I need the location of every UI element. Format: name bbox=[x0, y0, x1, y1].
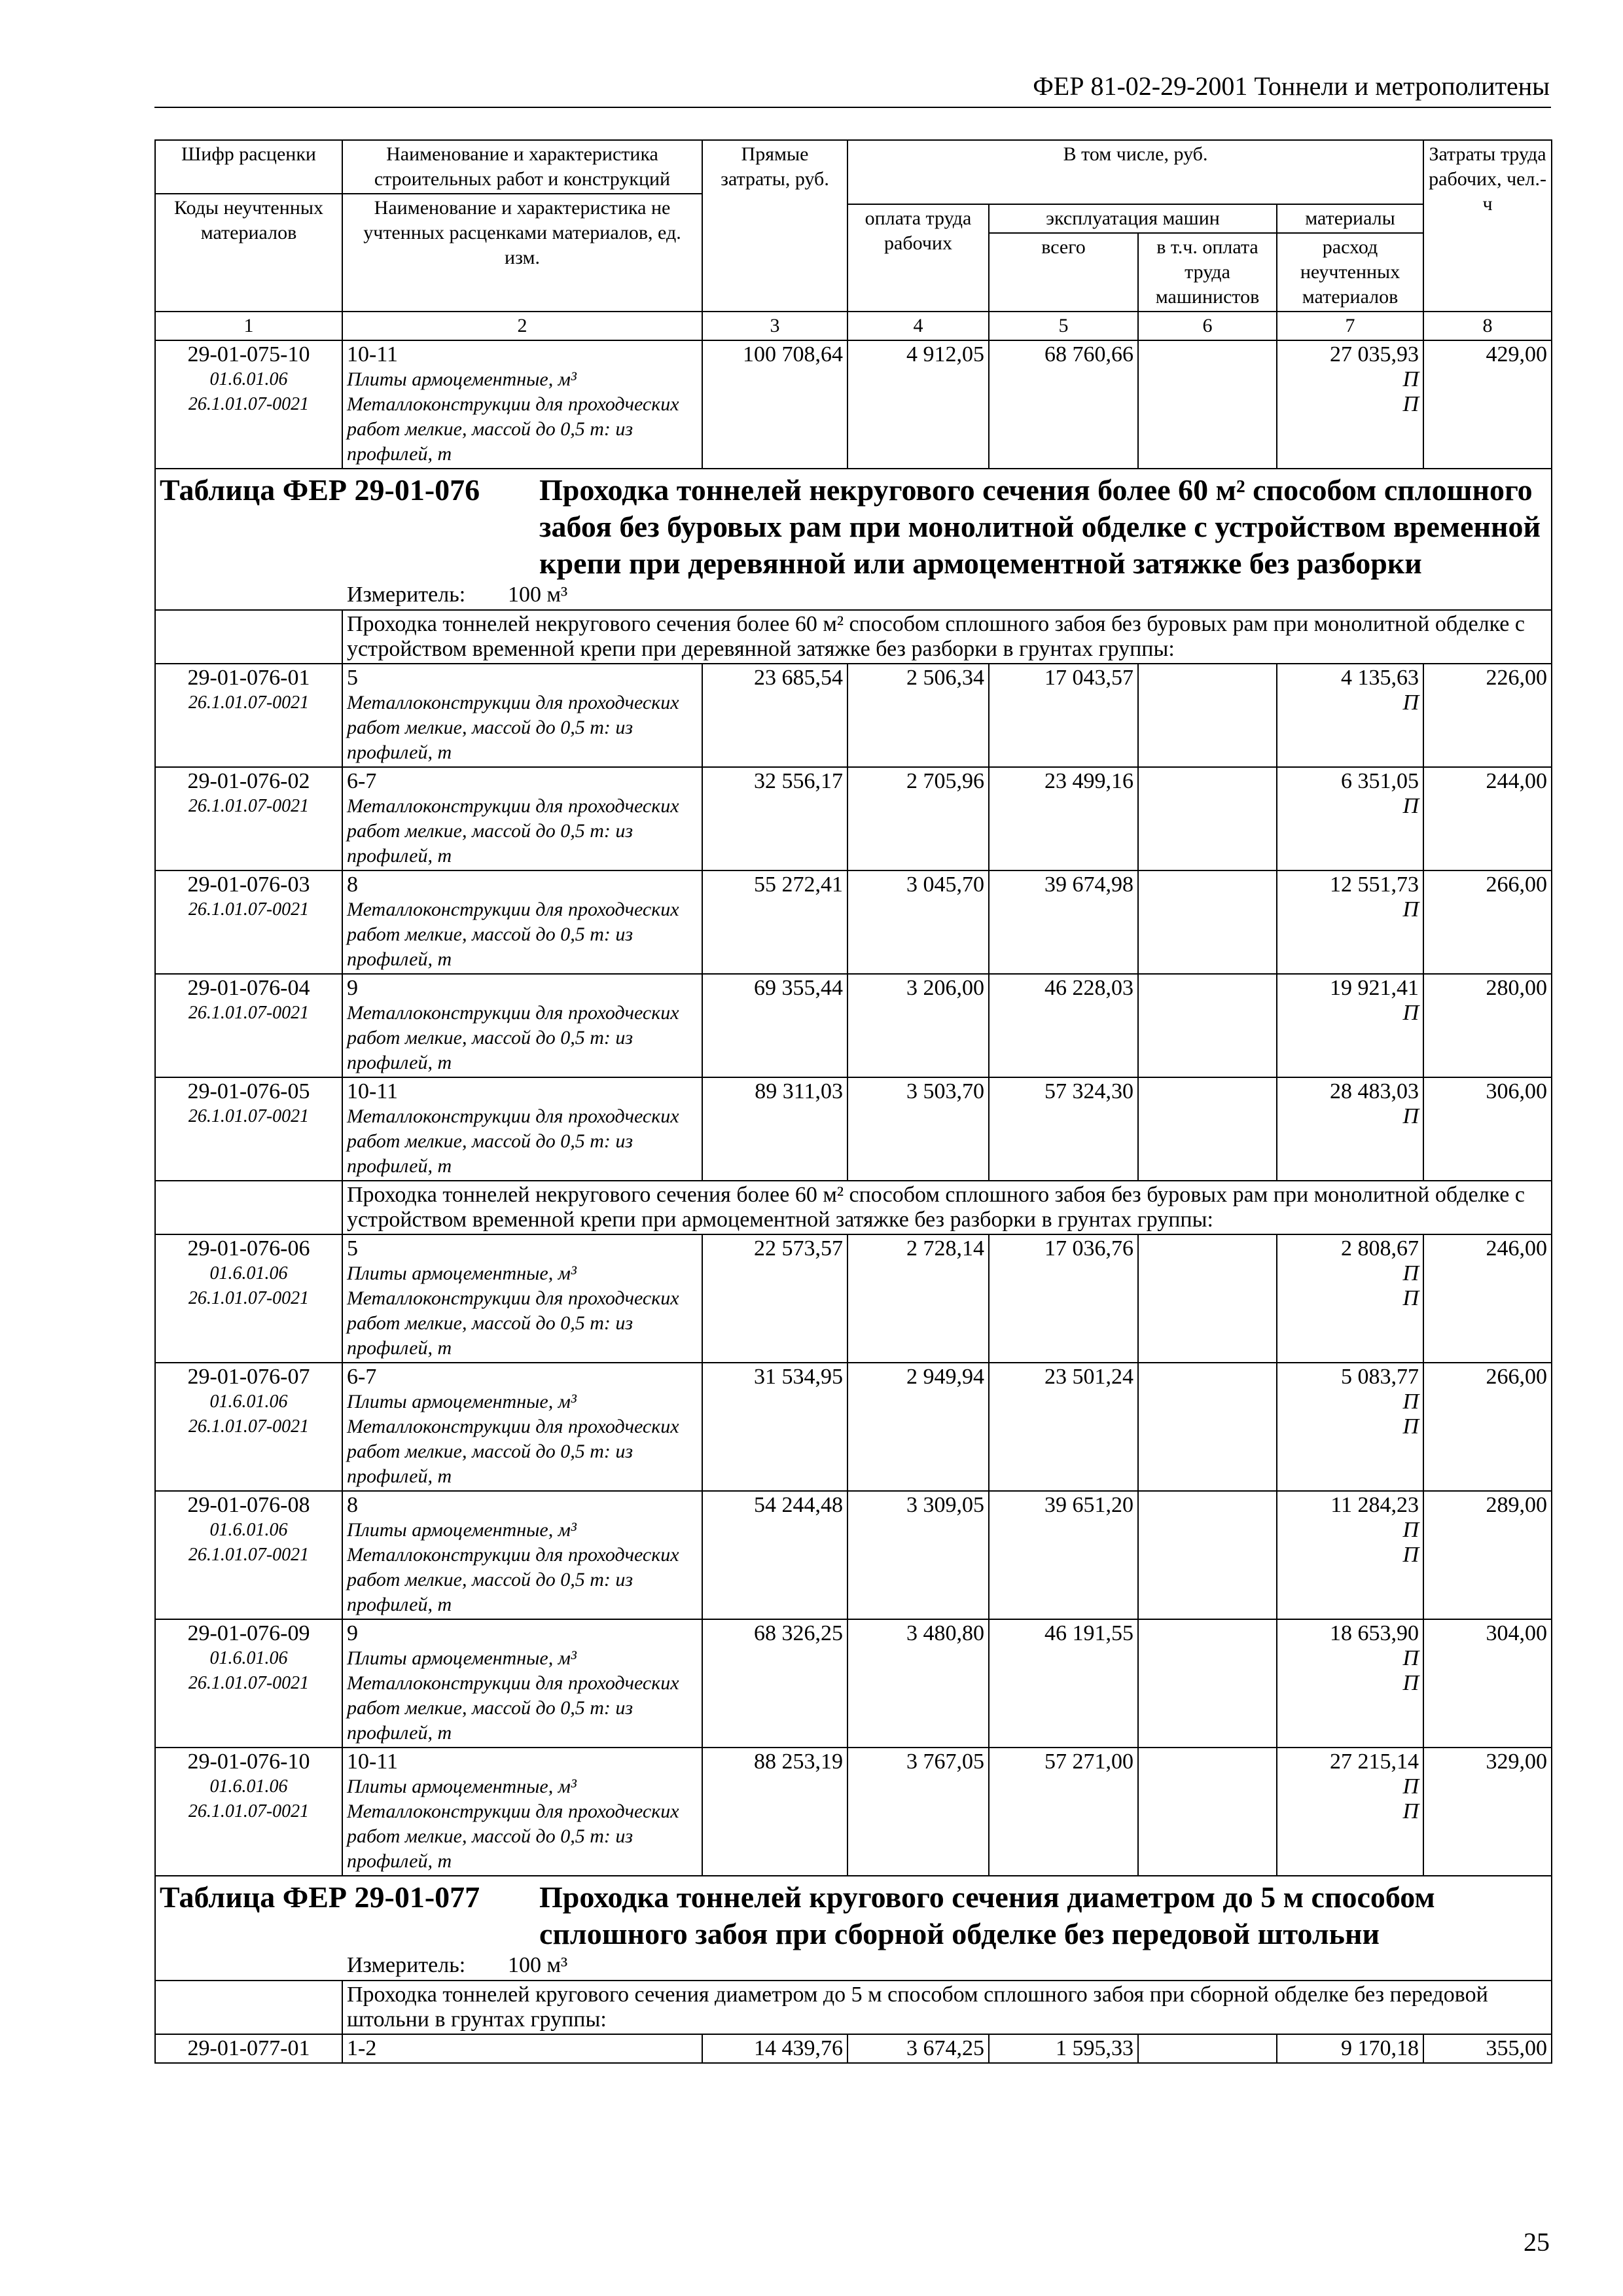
material-mark: П bbox=[1402, 1518, 1419, 1542]
rate-code: 29-01-075-10 bbox=[187, 342, 310, 367]
document-header-title: ФЕР 81-02-29-2001 Тоннели и метрополитены bbox=[1033, 71, 1550, 101]
material-mark: П bbox=[1402, 1104, 1419, 1128]
work-name: 9 bbox=[347, 976, 358, 1000]
material-code: 26.1.01.07-0021 bbox=[188, 1801, 310, 1821]
material-name: Металлоконструкции для проходческих работ мелкие, массой до 0,5 т: из профилей, т bbox=[347, 1002, 679, 1073]
direct-cost: 31 534,95 bbox=[702, 1363, 847, 1491]
group-caption: Проходка тоннелей некругового сечения более 60 м² способом сплошного забоя без буровых рам при монолитной обделке с устройством временной крепи при деревянной затяжке без разборки в грунтах группы: bbox=[342, 610, 1552, 664]
machine-cost: 39 674,98 bbox=[989, 870, 1138, 974]
table-row bbox=[155, 340, 1552, 469]
material-cost: 12 551,73 bbox=[1330, 872, 1419, 897]
direct-cost: 32 556,17 bbox=[702, 767, 847, 870]
machine-cost: 17 036,76 bbox=[989, 1234, 1138, 1363]
table-title: Проходка тоннелей некругового сечения более 60 м² способом сплошного забоя без буровых рам при монолитной обделке с устройством временной крепи при деревянной или армоцементной затяжке без разборки bbox=[539, 473, 1541, 580]
labor-cost: 3 206,00 bbox=[847, 974, 989, 1077]
material-mark: П bbox=[1402, 691, 1419, 715]
operator-cost bbox=[1138, 974, 1277, 1077]
material-mark: П bbox=[1402, 1671, 1419, 1695]
work-name: 10-11 bbox=[347, 342, 399, 367]
table-label: Таблица ФЕР 29-01-076 bbox=[160, 473, 480, 507]
labor-cost: 3 767,05 bbox=[847, 1748, 989, 1876]
material-cost: 11 284,23 bbox=[1330, 1493, 1419, 1517]
material-name: Плиты армоцементные, м³ bbox=[347, 1519, 577, 1541]
operator-cost bbox=[1138, 1363, 1277, 1491]
measure-label: Измеритель: bbox=[347, 1953, 466, 1977]
machine-cost: 23 501,24 bbox=[989, 1363, 1138, 1491]
work-name: 5 bbox=[347, 666, 358, 690]
operator-cost bbox=[1138, 340, 1277, 469]
material-mark: П bbox=[1402, 1001, 1419, 1025]
operator-cost bbox=[1138, 1491, 1277, 1619]
col-number: 5 bbox=[989, 312, 1138, 340]
material-code: 01.6.01.06 bbox=[209, 369, 288, 389]
material-name: Металлоконструкции для проходческих работ мелкие, массой до 0,5 т: из профилей, т bbox=[347, 1287, 679, 1359]
table-row bbox=[155, 1363, 1552, 1491]
labor-hours: 306,00 bbox=[1423, 1077, 1552, 1181]
operator-cost bbox=[1138, 2034, 1277, 2063]
material-code: 01.6.01.06 bbox=[209, 1263, 288, 1283]
direct-cost: 89 311,03 bbox=[702, 1077, 847, 1181]
material-cost: 18 653,90 bbox=[1330, 1621, 1419, 1645]
labor-hours: 280,00 bbox=[1423, 974, 1552, 1077]
material-mark: П bbox=[1402, 392, 1419, 416]
work-name: 10-11 bbox=[347, 1079, 399, 1103]
labor-cost: 2 728,14 bbox=[847, 1234, 989, 1363]
material-mark: П bbox=[1402, 1414, 1419, 1439]
operator-cost bbox=[1138, 870, 1277, 974]
machine-cost: 1 595,33 bbox=[989, 2034, 1138, 2063]
table-label: Таблица ФЕР 29-01-077 bbox=[160, 1880, 480, 1914]
rate-code: 29-01-077-01 bbox=[155, 2034, 342, 2063]
table-row bbox=[155, 870, 1552, 974]
measure-value: 100 м³ bbox=[508, 1953, 568, 1977]
material-mark: П bbox=[1402, 1646, 1419, 1670]
rate-code: 29-01-076-03 bbox=[187, 872, 310, 897]
labor-cost: 3 480,80 bbox=[847, 1619, 989, 1748]
col1-header-bottom: Коды неучтенных материалов bbox=[155, 194, 342, 312]
material-code: 26.1.01.07-0021 bbox=[188, 899, 310, 920]
material-cost: 9 170,18 bbox=[1277, 2034, 1423, 2063]
col-number: 3 bbox=[702, 312, 847, 340]
direct-cost: 88 253,19 bbox=[702, 1748, 847, 1876]
material-code: 26.1.01.07-0021 bbox=[188, 796, 310, 816]
header-divider bbox=[154, 107, 1551, 108]
material-mark: П bbox=[1402, 1261, 1419, 1285]
incl-header: В том числе, руб. bbox=[847, 140, 1423, 204]
material-cost: 27 215,14 bbox=[1330, 1749, 1419, 1774]
table-row bbox=[155, 1077, 1552, 1181]
labor-hours: 266,00 bbox=[1423, 870, 1552, 974]
material-cost: 2 808,67 bbox=[1341, 1236, 1419, 1261]
machines-header: эксплуатация машин bbox=[989, 204, 1277, 233]
labor-cost: 4 912,05 bbox=[847, 340, 989, 469]
material-name: Плиты армоцементные, м³ bbox=[347, 1263, 577, 1284]
materials-header: материалы bbox=[1277, 204, 1423, 233]
material-code: 26.1.01.07-0021 bbox=[188, 1003, 310, 1023]
work-name: 6-7 bbox=[347, 1365, 377, 1389]
material-name: Плиты армоцементные, м³ bbox=[347, 368, 577, 390]
col6-header: в т.ч. оплата труда машинистов bbox=[1138, 233, 1277, 312]
labor-hours: 266,00 bbox=[1423, 1363, 1552, 1491]
material-code: 26.1.01.07-0021 bbox=[188, 394, 310, 414]
operator-cost bbox=[1138, 1077, 1277, 1181]
material-mark: П bbox=[1402, 1286, 1419, 1310]
material-name: Металлоконструкции для проходческих работ мелкие, массой до 0,5 т: из профилей, т bbox=[347, 1801, 679, 1872]
labor-hours: 429,00 bbox=[1423, 340, 1552, 469]
machine-cost: 17 043,57 bbox=[989, 664, 1138, 767]
material-code: 01.6.01.06 bbox=[209, 1648, 288, 1668]
material-name: Плиты армоцементные, м³ bbox=[347, 1391, 577, 1412]
rate-code: 29-01-076-04 bbox=[187, 976, 310, 1000]
labor-hours: 226,00 bbox=[1423, 664, 1552, 767]
work-name: 5 bbox=[347, 1236, 358, 1261]
material-name: Металлоконструкции для проходческих работ мелкие, массой до 0,5 т: из профилей, т bbox=[347, 1105, 679, 1177]
material-cost: 28 483,03 bbox=[1330, 1079, 1419, 1103]
operator-cost bbox=[1138, 1619, 1277, 1748]
material-code: 26.1.01.07-0021 bbox=[188, 1106, 310, 1126]
material-code: 26.1.01.07-0021 bbox=[188, 692, 310, 713]
col-number: 8 bbox=[1423, 312, 1552, 340]
col-number: 1 bbox=[155, 312, 342, 340]
col-number: 7 bbox=[1277, 312, 1423, 340]
material-mark: П bbox=[1402, 1774, 1419, 1799]
table-row bbox=[155, 1491, 1552, 1619]
rate-code: 29-01-076-05 bbox=[187, 1079, 310, 1103]
col4-header: оплата труда рабочих bbox=[847, 204, 989, 312]
table-row bbox=[155, 1234, 1552, 1363]
rate-code: 29-01-076-01 bbox=[187, 666, 310, 690]
direct-cost: 55 272,41 bbox=[702, 870, 847, 974]
table-row bbox=[155, 2034, 1552, 2063]
table-row bbox=[155, 1748, 1552, 1876]
table-row bbox=[155, 974, 1552, 1077]
material-cost: 4 135,63 bbox=[1341, 666, 1419, 690]
material-mark: П bbox=[1402, 794, 1419, 818]
rate-code: 29-01-076-02 bbox=[187, 769, 310, 793]
col1-header-top: Шифр расценки bbox=[155, 140, 342, 194]
material-name: Металлоконструкции для проходческих работ мелкие, массой до 0,5 т: из профилей, т bbox=[347, 1544, 679, 1615]
machine-cost: 46 228,03 bbox=[989, 974, 1138, 1077]
material-cost: 19 921,41 bbox=[1330, 976, 1419, 1000]
group-caption: Проходка тоннелей некругового сечения более 60 м² способом сплошного забоя без буровых рам при монолитной обделке с устройством временной крепи при армоцементной затяжке без разборки в грунтах группы: bbox=[342, 1181, 1552, 1234]
work-name: 9 bbox=[347, 1621, 358, 1645]
col-number: 2 bbox=[342, 312, 702, 340]
machine-cost: 57 324,30 bbox=[989, 1077, 1138, 1181]
labor-hours: 329,00 bbox=[1423, 1748, 1552, 1876]
labor-cost: 3 045,70 bbox=[847, 870, 989, 974]
machine-cost: 57 271,00 bbox=[989, 1748, 1138, 1876]
material-code: 26.1.01.07-0021 bbox=[188, 1288, 310, 1308]
table-title: Проходка тоннелей кругового сечения диаметром до 5 м способом сплошного забоя при сборной обделке без передовой штольни bbox=[539, 1880, 1435, 1950]
material-name: Металлоконструкции для проходческих работ мелкие, массой до 0,5 т: из профилей, т bbox=[347, 692, 679, 763]
operator-cost bbox=[1138, 1234, 1277, 1363]
table-row bbox=[155, 664, 1552, 767]
material-mark: П bbox=[1402, 897, 1419, 922]
labor-cost: 3 503,70 bbox=[847, 1077, 989, 1181]
labor-hours: 304,00 bbox=[1423, 1619, 1552, 1748]
labor-hours: 244,00 bbox=[1423, 767, 1552, 870]
material-code: 26.1.01.07-0021 bbox=[188, 1673, 310, 1693]
col7-header: расход неучтенных материалов bbox=[1277, 233, 1423, 312]
material-mark: П bbox=[1402, 1543, 1419, 1567]
material-name: Металлоконструкции для проходческих работ мелкие, массой до 0,5 т: из профилей, т bbox=[347, 899, 679, 970]
col-number: 6 bbox=[1138, 312, 1277, 340]
rate-code: 29-01-076-09 bbox=[187, 1621, 310, 1645]
operator-cost bbox=[1138, 767, 1277, 870]
col2-header-top: Наименование и характеристика строительных работ и конструкций bbox=[342, 140, 702, 194]
material-code: 01.6.01.06 bbox=[209, 1776, 288, 1797]
direct-cost: 14 439,76 bbox=[702, 2034, 847, 2063]
work-name: 8 bbox=[347, 1493, 358, 1517]
direct-cost: 23 685,54 bbox=[702, 664, 847, 767]
measure-value: 100 м³ bbox=[508, 583, 568, 607]
group-caption: Проходка тоннелей кругового сечения диаметром до 5 м способом сплошного забоя при сборной обделке без передовой штольни в грунтах группы: bbox=[342, 1981, 1552, 2034]
material-code: 01.6.01.06 bbox=[209, 1391, 288, 1412]
rate-code: 29-01-076-10 bbox=[187, 1749, 310, 1774]
material-cost: 27 035,93 bbox=[1330, 342, 1419, 367]
material-code: 26.1.01.07-0021 bbox=[188, 1545, 310, 1565]
col-number: 4 bbox=[847, 312, 989, 340]
rate-code: 29-01-076-08 bbox=[187, 1493, 310, 1517]
material-code: 26.1.01.07-0021 bbox=[188, 1416, 310, 1437]
material-cost: 6 351,05 bbox=[1341, 769, 1419, 793]
measure-label: Измеритель: bbox=[347, 583, 466, 607]
material-cost: 5 083,77 bbox=[1341, 1365, 1419, 1389]
labor-hours: 246,00 bbox=[1423, 1234, 1552, 1363]
col3-header: Прямые затраты, руб. bbox=[702, 140, 847, 312]
work-name: 6-7 bbox=[347, 769, 377, 793]
direct-cost: 100 708,64 bbox=[702, 340, 847, 469]
rate-code: 29-01-076-06 bbox=[187, 1236, 310, 1261]
col8-header: Затраты труда рабочих, чел.-ч bbox=[1423, 140, 1552, 312]
material-name: Металлоконструкции для проходческих работ мелкие, массой до 0,5 т: из профилей, т bbox=[347, 795, 679, 867]
machine-cost: 68 760,66 bbox=[989, 340, 1138, 469]
rate-code: 29-01-076-07 bbox=[187, 1365, 310, 1389]
operator-cost bbox=[1138, 664, 1277, 767]
labor-cost: 2 949,94 bbox=[847, 1363, 989, 1491]
direct-cost: 22 573,57 bbox=[702, 1234, 847, 1363]
material-name: Металлоконструкции для проходческих работ мелкие, массой до 0,5 т: из профилей, т bbox=[347, 1416, 679, 1487]
work-name: 8 bbox=[347, 872, 358, 897]
labor-hours: 355,00 bbox=[1423, 2034, 1552, 2063]
direct-cost: 54 244,48 bbox=[702, 1491, 847, 1619]
material-name: Плиты армоцементные, м³ bbox=[347, 1647, 577, 1669]
material-mark: П bbox=[1402, 367, 1419, 391]
machine-cost: 46 191,55 bbox=[989, 1619, 1138, 1748]
material-name: Плиты армоцементные, м³ bbox=[347, 1776, 577, 1797]
material-mark: П bbox=[1402, 1799, 1419, 1823]
direct-cost: 69 355,44 bbox=[702, 974, 847, 1077]
labor-cost: 2 705,96 bbox=[847, 767, 989, 870]
col5-header: всего bbox=[989, 233, 1138, 312]
material-mark: П bbox=[1402, 1390, 1419, 1414]
direct-cost: 68 326,25 bbox=[702, 1619, 847, 1748]
work-name: 1-2 bbox=[342, 2034, 702, 2063]
price-table bbox=[154, 139, 1552, 2064]
page-number: 25 bbox=[1524, 2227, 1550, 2257]
table-row bbox=[155, 767, 1552, 870]
material-name: Металлоконструкции для проходческих работ мелкие, массой до 0,5 т: из профилей, т bbox=[347, 1672, 679, 1744]
labor-cost: 3 309,05 bbox=[847, 1491, 989, 1619]
machine-cost: 39 651,20 bbox=[989, 1491, 1138, 1619]
labor-cost: 2 506,34 bbox=[847, 664, 989, 767]
col2-header-bottom: Наименование и характеристика не учтенных расценками материалов, ед. изм. bbox=[342, 194, 702, 312]
labor-hours: 289,00 bbox=[1423, 1491, 1552, 1619]
labor-cost: 3 674,25 bbox=[847, 2034, 989, 2063]
material-code: 01.6.01.06 bbox=[209, 1520, 288, 1540]
operator-cost bbox=[1138, 1748, 1277, 1876]
work-name: 10-11 bbox=[347, 1749, 399, 1774]
machine-cost: 23 499,16 bbox=[989, 767, 1138, 870]
material-name: Металлоконструкции для проходческих работ мелкие, массой до 0,5 т: из профилей, т bbox=[347, 393, 679, 465]
table-row bbox=[155, 1619, 1552, 1748]
